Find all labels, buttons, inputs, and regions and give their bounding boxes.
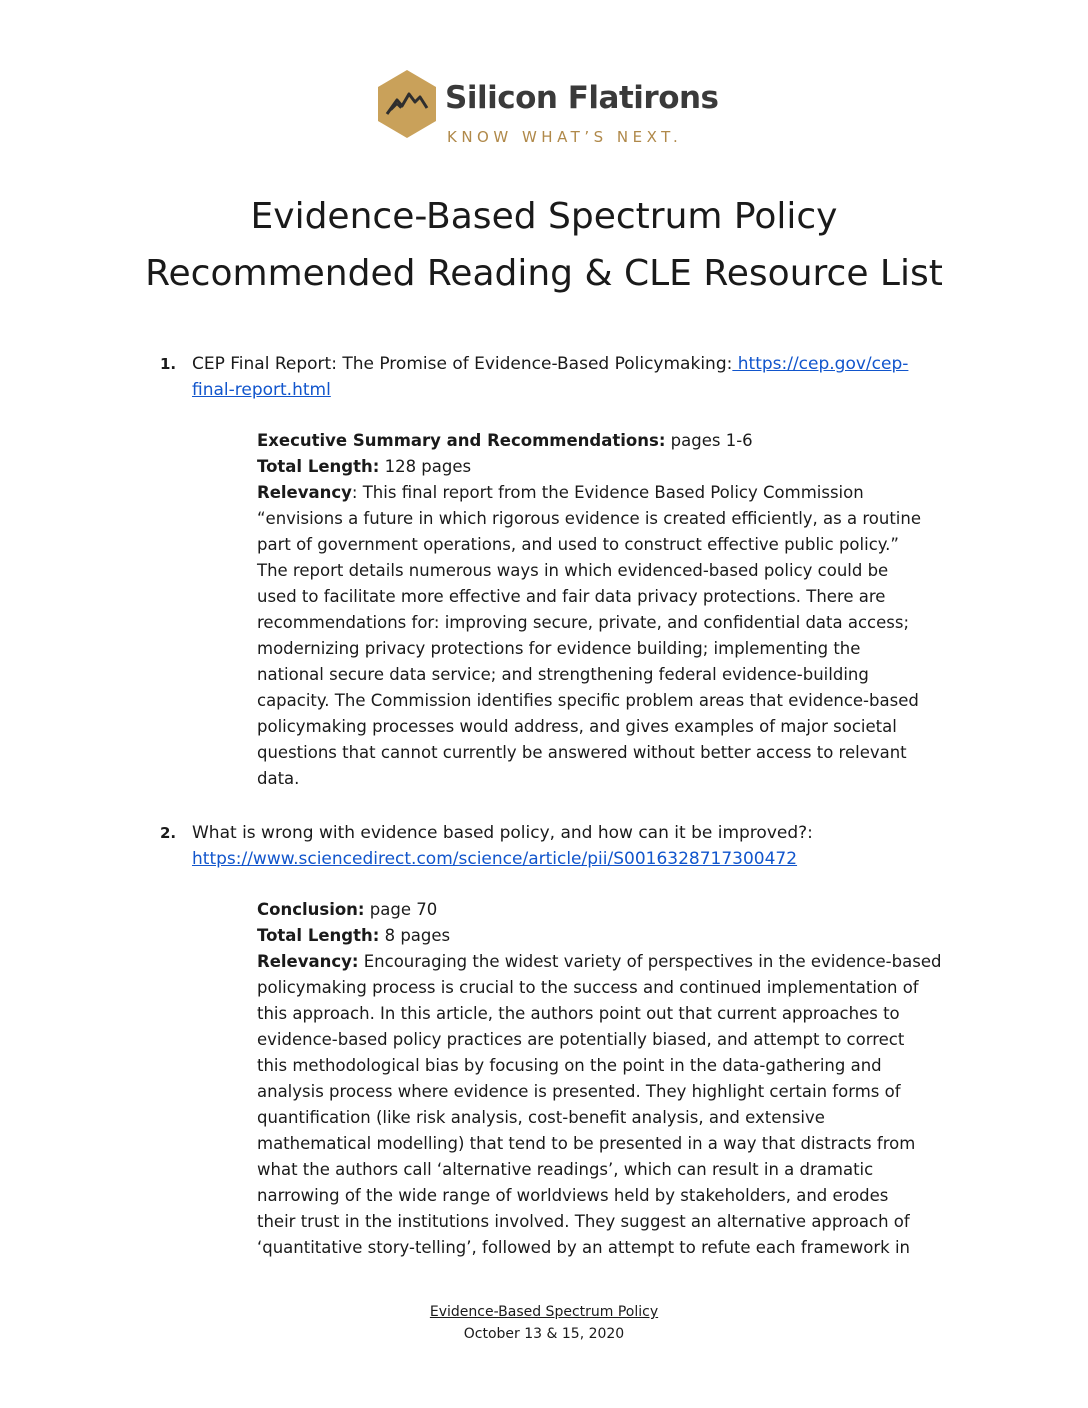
silicon-flatirons-logo — [377, 70, 717, 160]
entry-1-heading-text: CEP Final Report: The Promise of Evidence-Based Policymaking: — [192, 354, 733, 374]
relevancy-line: The report details numerous ways in which evidenced-based policy could be — [257, 561, 889, 580]
entry-1-details — [257, 428, 977, 792]
relevancy-line: policymaking processes would address, and gives examples of major societal — [257, 717, 897, 736]
entry-2-relevancy-label: Relevancy: — [257, 952, 359, 971]
brand-tagline: KNOW WHAT’S NEXT. — [447, 128, 683, 146]
relevancy-line: Encouraging the widest variety of perspectives in the evidence-based — [358, 952, 942, 971]
mountain-hexagon-icon — [377, 70, 437, 138]
relevancy-line: national secure data service; and strengthening federal evidence-building — [257, 665, 869, 684]
footer-line-1 — [0, 1304, 1088, 1320]
entry-2-section — [257, 897, 977, 923]
relevancy-line: ‘quantitative story-telling’, followed by an attempt to refute each framework in — [257, 1238, 910, 1257]
entry-2-section-label: Conclusion: — [257, 900, 365, 919]
relevancy-line: quantification (like risk analysis, cost-benefit analysis, and extensive — [257, 1108, 825, 1127]
entry-1-section-value: pages 1-6 — [665, 431, 753, 450]
entry-1-number: 1. — [160, 355, 177, 373]
relevancy-line: modernizing privacy protections for evidence building; implementing the — [257, 639, 861, 658]
relevancy-line: data. — [257, 769, 300, 788]
entry-2-heading-text: What is wrong with evidence based policy, and how can it be improved?: — [192, 823, 813, 843]
entry-2-details — [257, 897, 977, 1261]
relevancy-line: this methodological bias by focusing on the point in the data-gathering and — [257, 1056, 882, 1075]
relevancy-line: their trust in the institutions involved. They suggest an alternative approach of — [257, 1212, 910, 1231]
entry-2-number: 2. — [160, 824, 177, 842]
entry-2-length-label: Total Length: — [257, 926, 380, 945]
footer-title: Evidence-Based Spectrum Policy — [429, 1304, 659, 1320]
relevancy-line: : This final report from the Evidence Based Policy Commission — [351, 483, 864, 502]
relevancy-line: recommendations for: improving secure, private, and confidential data access; — [257, 613, 910, 632]
entry-2-relevancy — [257, 949, 977, 1261]
entry-2-length-value: 8 pages — [379, 926, 451, 945]
document-title-line-1: Evidence-Based Spectrum Policy — [250, 196, 838, 237]
relevancy-line: mathematical modelling) that tend to be presented in a way that distracts from — [257, 1134, 916, 1153]
relevancy-line: policymaking process is crucial to the success and continued implementation of — [257, 978, 919, 997]
relevancy-line: analysis process where evidence is presented. They highlight certain forms of — [257, 1082, 901, 1101]
entry-1-link-part-2[interactable]: final-report.html — [192, 380, 331, 400]
entry-1-length-value: 128 pages — [379, 457, 472, 476]
entry-1-link-part-1[interactable]: https://cep.gov/cep- — [732, 354, 909, 374]
document-title-line-2: Recommended Reading & CLE Resource List — [145, 253, 943, 294]
relevancy-line: what the authors call ‘alternative readings’, which can result in a dramatic — [257, 1160, 874, 1179]
brand-name: Silicon Flatirons — [445, 80, 719, 116]
entry-1-section-label: Executive Summary and Recommendations: — [257, 431, 666, 450]
relevancy-line: part of government operations, and used to construct effective public policy.” — [257, 535, 899, 554]
entry-1-relevancy — [257, 480, 977, 792]
entry-1-heading — [192, 351, 972, 403]
entry-2-link[interactable]: https://www.sciencedirect.com/science/article/pii/S0016328717300472 — [192, 849, 798, 869]
relevancy-line: “envisions a future in which rigorous evidence is created efficiently, as a routine — [257, 509, 921, 528]
relevancy-line: questions that cannot currently be answered without better access to relevant — [257, 743, 907, 762]
entry-1-length — [257, 454, 977, 480]
relevancy-line: narrowing of the wide range of worldviews held by stakeholders, and erodes — [257, 1186, 889, 1205]
relevancy-line: used to facilitate more effective and fair data privacy protections. There are — [257, 587, 886, 606]
entry-2-length — [257, 923, 977, 949]
entry-1-section — [257, 428, 977, 454]
entry-2-heading — [192, 820, 972, 872]
entry-1-length-label: Total Length: — [257, 457, 380, 476]
relevancy-line: evidence-based policy practices are potentially biased, and attempt to correct — [257, 1030, 905, 1049]
entry-2-section-value: page 70 — [364, 900, 438, 919]
relevancy-line: this approach. In this article, the authors point out that current approaches to — [257, 1004, 900, 1023]
relevancy-line: capacity. The Commission identifies specific problem areas that evidence-based — [257, 691, 919, 710]
footer-date: October 13 & 15, 2020 — [463, 1326, 625, 1342]
entry-1-relevancy-label: Relevancy — [257, 483, 352, 502]
